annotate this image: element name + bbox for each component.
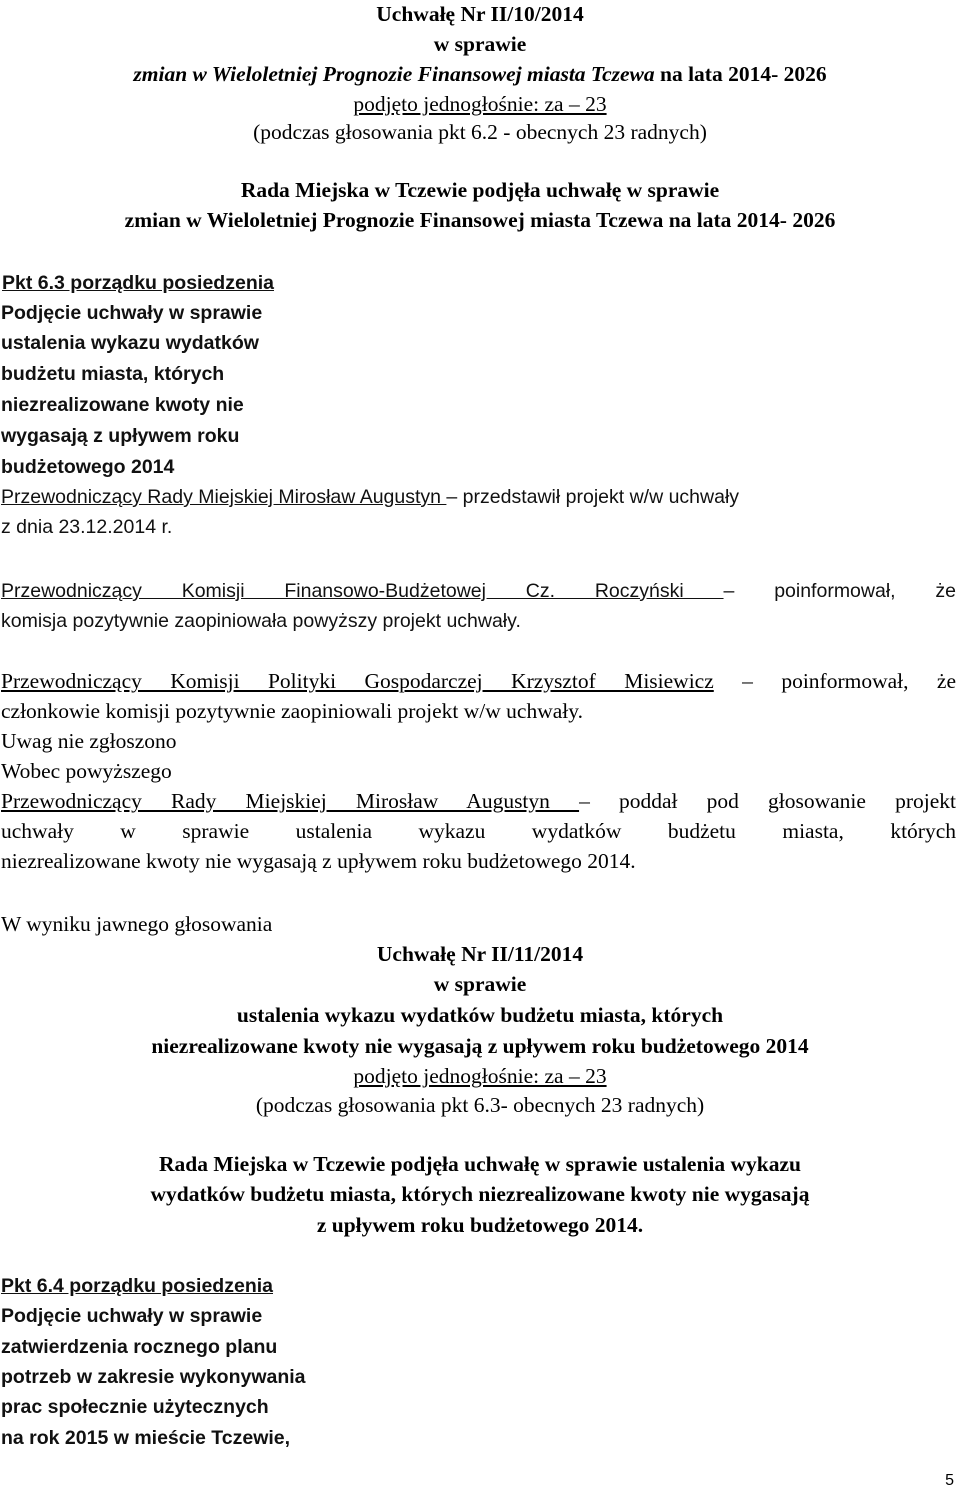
resolution-w-sprawie: w sprawie xyxy=(433,972,527,996)
resolution-title: Uchwałę Nr II/10/2014 xyxy=(376,2,584,26)
vote-result: podjęto jednogłośnie: za – 23 xyxy=(353,1064,607,1088)
resolution-subject-line-1: ustalenia wykazu wydatków budżetu miasta, których xyxy=(236,1003,724,1027)
council-decision-line-1: Rada Miejska w Tczewie podjęła uchwałę w sprawie ustalenia wykazu xyxy=(158,1152,802,1176)
no-remarks: Uwag nie zgłoszono xyxy=(1,729,177,753)
vote-submission-line-3: niezrealizowane kwoty nie wygasają z upływem roku budżetowego 2014. xyxy=(1,849,636,873)
agenda-item-line: budżetowego 2014 xyxy=(1,456,175,478)
agenda-item-line: budżetu miasta, których xyxy=(1,363,225,385)
resolution-title: Uchwałę Nr II/11/2014 xyxy=(376,942,584,966)
finance-committee-opinion-line-2: komisja pozytywnie zaopiniowała powyższy projekt uchwały. xyxy=(1,610,521,632)
resolution-w-sprawie: w sprawie xyxy=(433,32,527,56)
vote-attendance: (podczas głosowania pkt 6.3- obecnych 23 radnych) xyxy=(255,1093,705,1117)
economic-committee-opinion-line-2: członkowie komisji pozytywnie zaopiniowali projekt w/w uchwały. xyxy=(1,699,583,723)
vote-submission-line-2: uchwały w sprawie ustalenia wykazu wydatków budżetu miasta, których xyxy=(1,819,956,843)
agenda-item-line: niezrealizowane kwoty nie xyxy=(1,394,244,416)
resolution-subject-line-2: niezrealizowane kwoty nie wygasają z upływem roku budżetowego 2014 xyxy=(151,1034,809,1058)
agenda-item-line: Podjęcie uchwały w sprawie xyxy=(1,302,263,324)
council-decision-line-2: zmian w Wieloletniej Prognozie Finansowej miasta Tczewa na lata 2014- 2026 xyxy=(124,208,836,232)
economic-committee-opinion: Przewodniczący Komisji Polityki Gospodarczej Krzysztof Misiewicz – poinformował, że xyxy=(1,669,956,693)
subject-italic: zmian w Wieloletniej Prognozie Finansowej miasta Tczewa xyxy=(133,62,655,86)
vote-attendance: (podczas głosowania pkt 6.2 - obecnych 23 radnych) xyxy=(253,120,707,144)
vote-result-intro: W wyniku jawnego głosowania xyxy=(1,912,273,936)
council-decision-line-2: wydatków budżetu miasta, których niezrealizowane kwoty nie wygasają xyxy=(150,1182,810,1206)
chairman-presentation-line-2: z dnia 23.12.2014 r. xyxy=(1,516,173,538)
page-number: 5 xyxy=(945,1472,954,1489)
subject-rest: na lata 2014- 2026 xyxy=(654,62,827,86)
agenda-item-heading: Pkt 6.3 porządku posiedzenia xyxy=(2,272,274,294)
agenda-item-line: potrzeb w zakresie wykonywania xyxy=(1,1366,306,1388)
therefore: Wobec powyższego xyxy=(1,759,172,783)
council-decision-line-3: z upływem roku budżetowego 2014. xyxy=(316,1213,644,1237)
agenda-item-line: prac społecznie użytecznych xyxy=(1,1396,269,1418)
agenda-item-line: wygasają z upływem roku xyxy=(1,425,240,447)
agenda-item-line: Podjęcie uchwały w sprawie xyxy=(1,1305,263,1327)
resolution-subject xyxy=(0,60,960,88)
agenda-item-line: zatwierdzenia rocznego planu xyxy=(1,1336,278,1358)
agenda-item-line: ustalenia wykazu wydatków xyxy=(1,332,259,354)
vote-submission: Przewodniczący Rady Miejskiej Mirosław Augustyn – poddał pod głosowanie projekt xyxy=(1,789,957,813)
agenda-item-heading: Pkt 6.4 porządku posiedzenia xyxy=(1,1275,273,1297)
agenda-item-line: na rok 2015 w mieście Tczewie, xyxy=(1,1427,291,1449)
finance-committee-opinion: Przewodniczący Komisji Finansowo-Budżetowej Cz. Roczyński – poinformował, że xyxy=(1,580,956,602)
chairman-presentation: Przewodniczący Rady Miejskiej Mirosław Augustyn – przedstawił projekt w/w uchwały xyxy=(1,486,740,508)
council-decision-line-1: Rada Miejska w Tczewie podjęła uchwałę w sprawie xyxy=(240,178,720,202)
vote-result: podjęto jednogłośnie: za – 23 xyxy=(353,92,607,116)
